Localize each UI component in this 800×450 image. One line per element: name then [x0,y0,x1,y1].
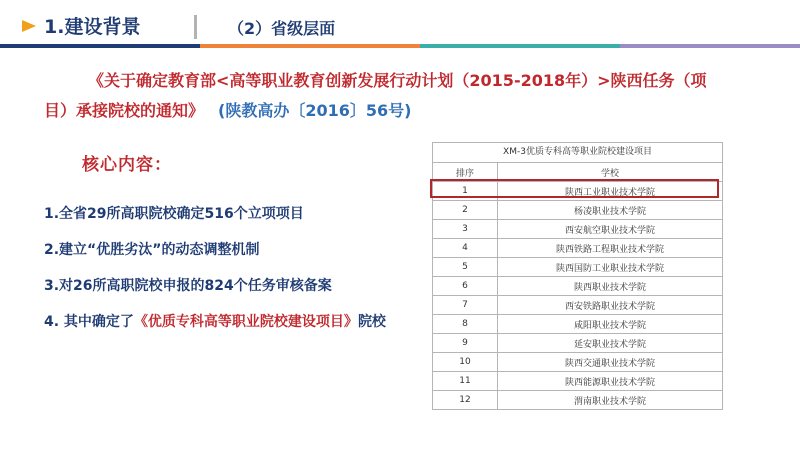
school-cell: 西安航空职业技术学院 [498,220,723,239]
table-row [433,334,723,353]
school-cell: 陕西国防工业职业技术学院 [498,258,723,277]
document-number: (陕教高办〔2016〕56号) [218,101,412,120]
list-item [44,272,424,308]
school-cell: 陕西工业职业技术学院 [498,182,723,201]
table-row [433,258,723,277]
list-item-text: 1.全省29所高职院校确定516个立项项目 [44,206,304,222]
header-divider [194,15,197,39]
section-title: 1.建设背景 [44,16,141,38]
column-header-school: 学校 [498,163,723,182]
table-row [433,220,723,239]
list-item-suffix: 院校 [357,314,386,330]
column-header-rank: 排序 [433,163,498,182]
table-row [433,353,723,372]
list-item-text: 4. 其中确定了 [44,314,134,330]
rank-cell: 1 [433,182,498,201]
rank-cell: 5 [433,258,498,277]
header-bar-orange [200,44,420,48]
rank-cell: 12 [433,391,498,410]
school-cell: 咸阳职业技术学院 [498,315,723,334]
header-bar-teal [420,44,620,48]
table-row [433,391,723,410]
list-item-text: 3.对26所高职院校申报的824个任务审核备案 [44,278,332,294]
table-row [433,201,723,220]
notice-line-2: 目）承接院校的通知》 [44,101,205,120]
table-row [433,315,723,334]
rank-cell: 7 [433,296,498,315]
core-content-list [44,200,424,344]
project-name-highlight: 《优质专科高等职业院校建设项目》 [133,314,358,330]
highlight-box [430,179,719,198]
subsection-title: （2）省级层面 [228,19,336,38]
school-cell: 陕西能源职业技术学院 [498,372,723,391]
slide-header [0,0,800,48]
rank-cell: 6 [433,277,498,296]
rank-cell: 2 [433,201,498,220]
school-cell: 渭南职业技术学院 [498,391,723,410]
table-row [433,239,723,258]
school-cell: 西安铁路职业技术学院 [498,296,723,315]
table-row [433,296,723,315]
table-row [433,372,723,391]
header-bar-purple [620,44,800,48]
notice-line-1: 《关于确定教育部<高等职业教育创新发展行动计划（2015-2018年）>陕西任务（项 [88,71,707,90]
notice-title [44,66,774,126]
school-cell: 延安职业技术学院 [498,334,723,353]
rank-cell: 3 [433,220,498,239]
school-cell: 杨凌职业技术学院 [498,201,723,220]
rank-cell: 11 [433,372,498,391]
header-bar-navy [0,44,200,48]
school-cell: 陕西铁路工程职业技术学院 [498,239,723,258]
school-cell: 陕西职业技术学院 [498,277,723,296]
play-arrow-icon [22,20,36,32]
table-row [433,277,723,296]
school-cell: 陕西交通职业技术学院 [498,353,723,372]
rank-cell: 4 [433,239,498,258]
table-caption: XM-3优质专科高等职业院校建设项目 [432,142,723,162]
rank-cell: 9 [433,334,498,353]
list-item [44,308,424,344]
rank-cell: 8 [433,315,498,334]
list-item-text: 2.建立“优胜劣汰”的动态调整机制 [44,242,260,258]
rank-cell: 10 [433,353,498,372]
list-item [44,236,424,272]
core-content-title: 核心内容： [82,155,172,175]
list-item [44,200,424,236]
